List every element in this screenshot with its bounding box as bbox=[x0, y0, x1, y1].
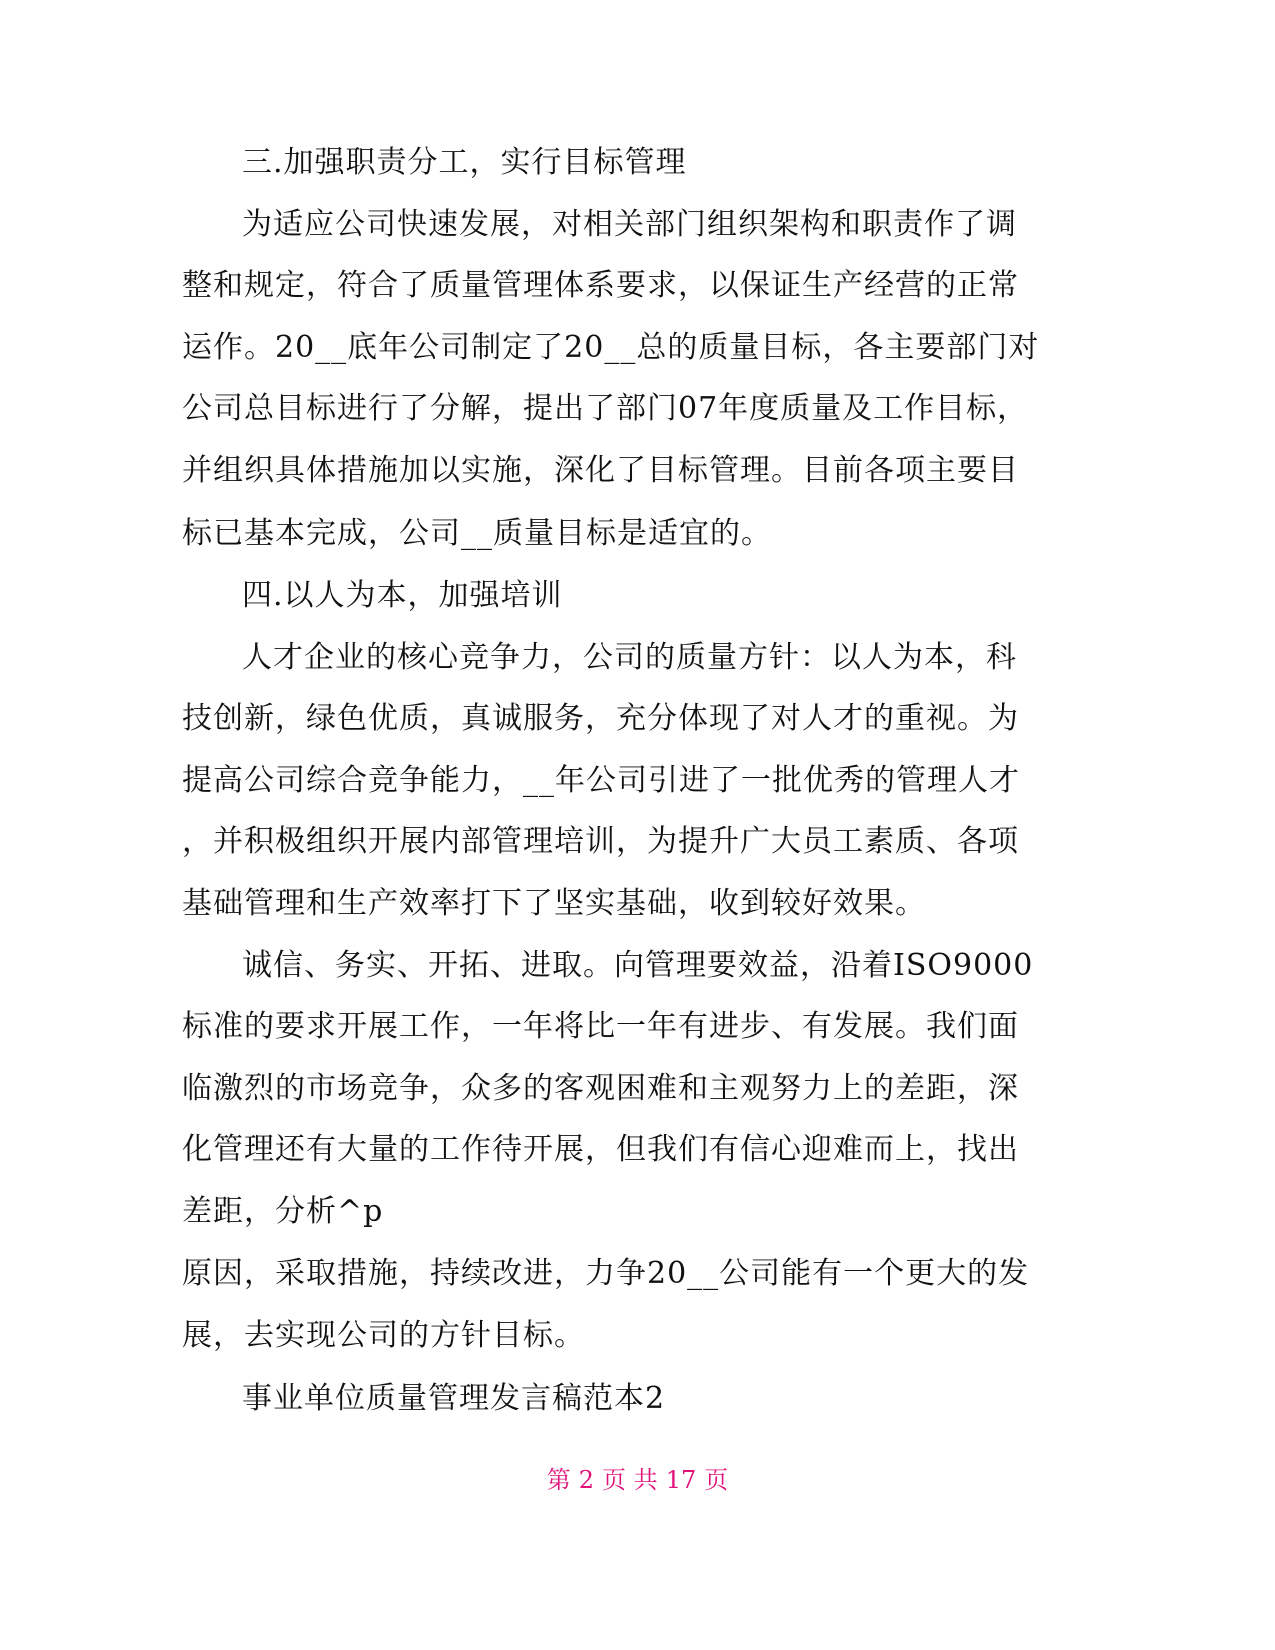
paragraph-line: 提高公司综合竞争能力，__年公司引进了一批优秀的管理人才 bbox=[182, 763, 1020, 798]
article-title: 事业单位质量管理发言稿范本2 bbox=[242, 1381, 666, 1416]
paragraph-line: 化管理还有大量的工作待开展，但我们有信心迎难而上，找出 bbox=[182, 1132, 1019, 1167]
paragraph-line: 并组织具体措施加以实施，深化了目标管理。目前各项主要目 bbox=[182, 453, 1019, 488]
total-pages-number: 17 bbox=[665, 1466, 697, 1494]
footer-middle: 页 共 bbox=[602, 1466, 658, 1494]
section-heading-3: 三.加强职责分工，实行目标管理 bbox=[242, 145, 687, 180]
footer-prefix: 第 bbox=[546, 1466, 571, 1494]
paragraph-line: 原因，采取措施，持续改进，力争20__公司能有一个更大的发 bbox=[182, 1256, 1030, 1291]
paragraph-line: 人才企业的核心竞争力，公司的质量方针：以人为本，科 bbox=[242, 640, 1017, 675]
paragraph-line: 展，去实现公司的方针目标。 bbox=[182, 1318, 585, 1353]
paragraph-line: 标准的要求开展工作，一年将比一年有进步、有发展。我们面 bbox=[182, 1009, 1019, 1044]
page-number-footer bbox=[0, 1464, 1275, 1496]
paragraph-line: ，并积极组织开展内部管理培训，为提升广大员工素质、各项 bbox=[182, 824, 1019, 859]
paragraph-line: 技创新，绿色优质，真诚服务，充分体现了对人才的重视。为 bbox=[182, 701, 1019, 736]
current-page-number: 2 bbox=[578, 1466, 595, 1494]
paragraph-line: 差距，分析^p bbox=[182, 1194, 384, 1229]
section-heading-4: 四.以人为本，加强培训 bbox=[242, 578, 563, 613]
paragraph-line: 为适应公司快速发展，对相关部门组织架构和职责作了调 bbox=[242, 207, 1017, 242]
footer-suffix: 页 bbox=[704, 1466, 729, 1494]
paragraph-line: 整和规定，符合了质量管理体系要求，以保证生产经营的正常 bbox=[182, 268, 1019, 303]
paragraph-line: 基础管理和生产效率打下了坚实基础，收到较好效果。 bbox=[182, 886, 926, 921]
paragraph-line: 诚信、务实、开拓、进取。向管理要效益，沿着ISO9000 bbox=[242, 948, 1034, 983]
paragraph-line: 公司总目标进行了分解，提出了部门07年度质量及工作目标， bbox=[182, 391, 1029, 426]
paragraph-line: 标已基本完成，公司__质量目标是适宜的。 bbox=[182, 516, 772, 551]
paragraph-line: 临激烈的市场竞争，众多的客观困难和主观努力上的差距，深 bbox=[182, 1071, 1019, 1106]
paragraph-line: 运作。20__底年公司制定了20__总的质量目标，各主要部门对 bbox=[182, 330, 1040, 365]
